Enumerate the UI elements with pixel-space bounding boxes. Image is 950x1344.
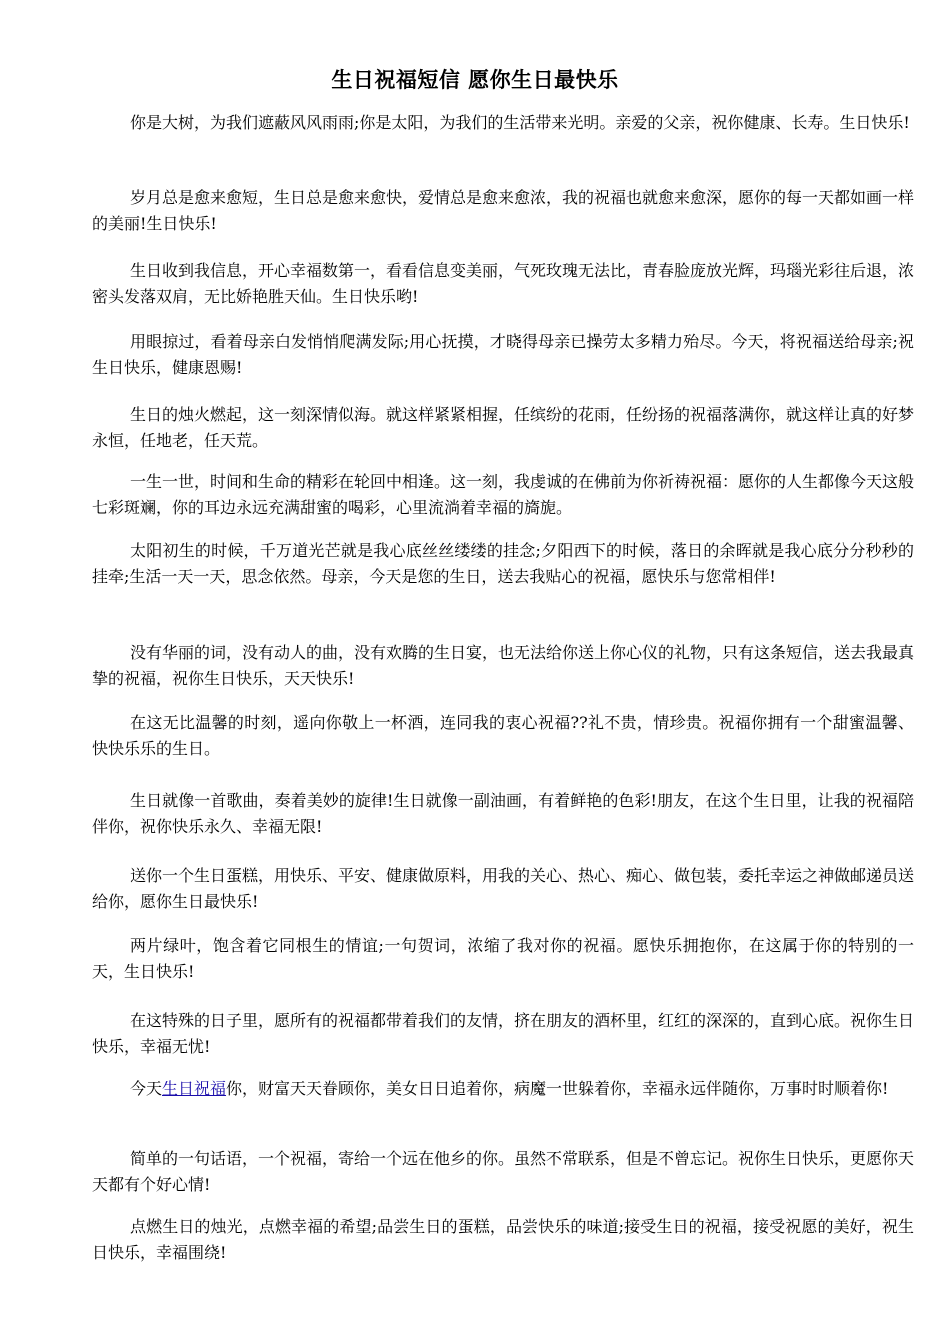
paragraph-16: 点燃生日的烛光，点燃幸福的希望;品尝生日的蛋糕，品尝快乐的味道;接受生日的祝福，接受祝愿的美好，祝生日快乐，幸福围绕! — [92, 1217, 914, 1262]
paragraph-4: 用眼掠过，看着母亲白发悄悄爬满发际;用心抚摸，才晓得母亲已操劳太多精力殆尽。今天，将祝福送给母亲;祝生日快乐，健康恩赐! — [92, 332, 914, 377]
birthday-wishes-link[interactable]: 生日祝福 — [162, 1079, 227, 1098]
paragraph-3: 生日收到我信息，开心幸福数第一，看看信息变美丽，气死玫瑰无法比，青春脸庞放光辉，玛瑙光彩往后退，浓密头发落双肩，无比娇艳胜天仙。生日快乐哟! — [92, 261, 915, 306]
paragraph-15: 简单的一句话语，一个祝福，寄给一个远在他乡的你。虽然不常联系，但是不曾忘记。祝你生日快乐，更愿你天天都有个好心情! — [92, 1149, 915, 1194]
paragraph-6: 一生一世，时间和生命的精彩在轮回中相逢。这一刻，我虔诚的在佛前为你祈祷祝福：愿你的人生都像今天这般七彩斑斓，你的耳边永远充满甜蜜的喝彩，心里流淌着幸福的旖旎。 — [92, 472, 915, 517]
paragraph-2: 岁月总是愈来愈短，生日总是愈来愈快，爱情总是愈来愈浓，我的祝福也就愈来愈深，愿你的每一天都如画一样的美丽!生日快乐! — [92, 188, 915, 233]
paragraph-12: 两片绿叶，饱含着它同根生的情谊;一句贺词，浓缩了我对你的祝福。愿快乐拥抱你，在这属于你的特别的一天，生日快乐! — [92, 936, 914, 981]
paragraph-8: 没有华丽的词，没有动人的曲，没有欢腾的生日宴，也无法给你送上你心仪的礼物，只有这条短信，送去我最真挚的祝福，祝你生日快乐，天天快乐! — [92, 643, 915, 688]
paragraph-10: 生日就像一首歌曲，奏着美妙的旋律!生日就像一副油画，有着鲜艳的色彩!朋友，在这个生日里，让我的祝福陪伴你，祝你快乐永久、幸福无限! — [92, 791, 914, 836]
paragraph-13: 在这特殊的日子里，愿所有的祝福都带着我们的友情，挤在朋友的酒杯里，红红的深深的，直到心底。祝你生日快乐，幸福无忧! — [92, 1011, 915, 1056]
paragraph-5: 生日的烛火燃起，这一刻深情似海。就这样紧紧相握，任缤纷的花雨，任纷扬的祝福落满你，就这样让真的好梦永恒，任地老，任天荒。 — [92, 405, 915, 450]
paragraph-9: 在这无比温馨的时刻，遥向你敬上一杯酒，连同我的衷心祝福??礼不贵，情珍贵。祝福你拥有一个甜蜜温馨、快快乐乐的生日。 — [92, 713, 914, 758]
paragraph-7: 太阳初生的时候，千万道光芒就是我心底丝丝缕缕的挂念;夕阳西下的时候，落日的余晖就是我心底分分秒秒的挂牵;生活一天一天，思念依然。母亲，今天是您的生日，送去我贴心的祝福，愿快乐与您常相伴! — [92, 541, 914, 586]
paragraph-1: 你是大树，为我们遮蔽风风雨雨;你是太阳，为我们的生活带来光明。亲爱的父亲，祝你健康、长寿。生日快乐! — [130, 113, 910, 132]
paragraph-14-rest: 你，财富天天眷顾你，美女日日追着你，病魔一世躲着你，幸福永远伴随你，万事时时顺着你! — [226, 1079, 889, 1098]
page-title: 生日祝福短信 愿你生日最快乐 — [331, 68, 619, 92]
paragraph-11: 送你一个生日蛋糕，用快乐、平安、健康做原料，用我的关心、热心、痴心、做包装，委托幸运之神做邮递员送给你，愿你生日最快乐! — [92, 866, 915, 911]
paragraph-14-lead: 今天 — [130, 1079, 163, 1098]
paragraph-14 — [92, 1076, 914, 1102]
